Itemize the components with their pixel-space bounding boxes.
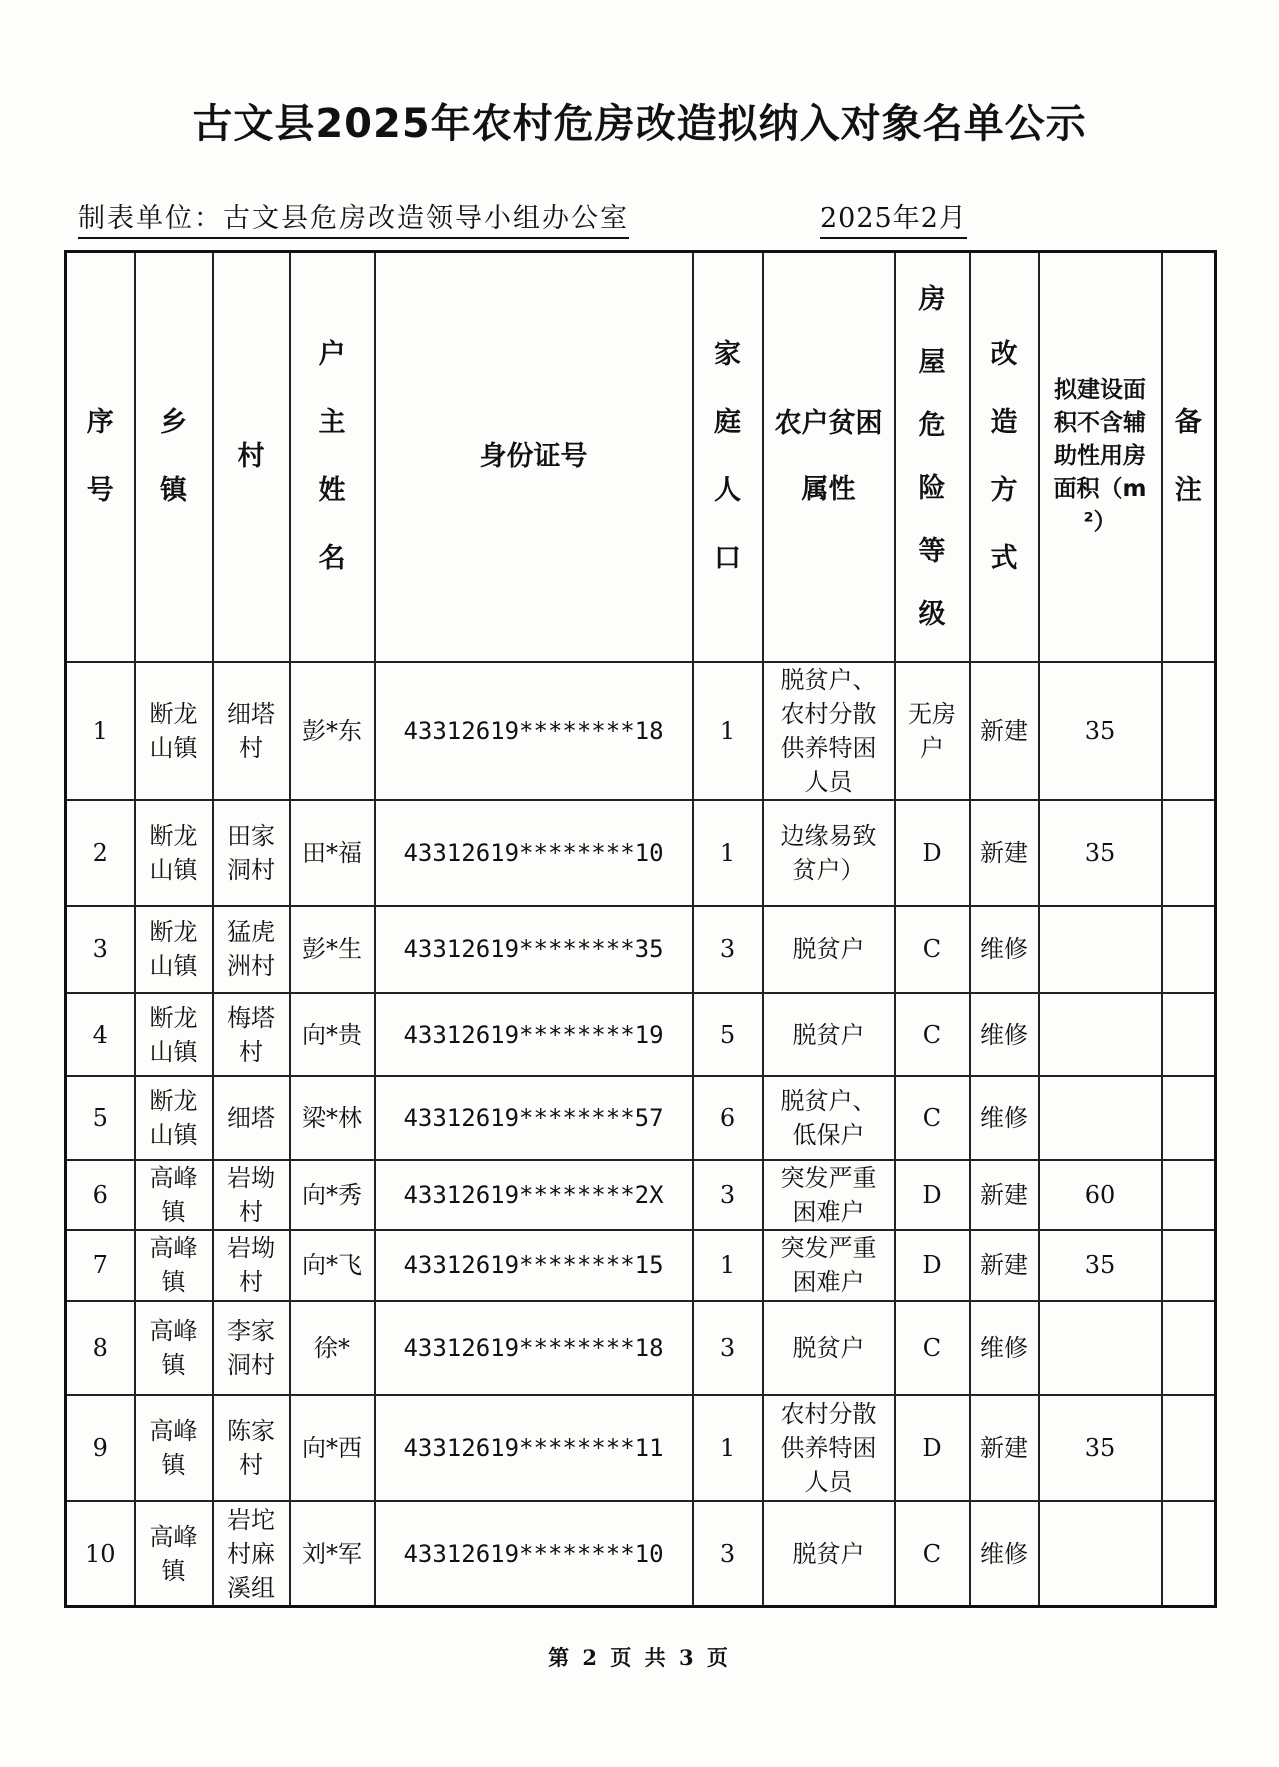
cell-town: 断龙山镇	[135, 993, 213, 1076]
cell-village: 梅塔村	[213, 993, 290, 1076]
header-owner: 户主姓名	[290, 252, 375, 662]
cell-poverty: 突发严重困难户	[763, 1230, 895, 1300]
cell-family: 3	[693, 906, 763, 993]
cell-owner: 梁*林	[290, 1076, 375, 1159]
cell-poverty: 脱贫户、低保户	[763, 1076, 895, 1159]
cell-family: 3	[693, 1501, 763, 1606]
table-row	[66, 1230, 1216, 1300]
cell-seq: 9	[66, 1395, 135, 1502]
cell-village: 李家洞村	[213, 1301, 290, 1395]
cell-remark	[1162, 1076, 1216, 1159]
cell-remark	[1162, 1501, 1216, 1606]
cell-town: 高峰镇	[135, 1160, 213, 1230]
cell-level: D	[895, 800, 970, 906]
cell-method: 新建	[970, 800, 1039, 906]
cell-seq: 1	[66, 662, 135, 801]
cell-remark	[1162, 800, 1216, 906]
cell-family: 1	[693, 1230, 763, 1300]
cell-seq: 8	[66, 1301, 135, 1395]
header-method: 改造方式	[970, 252, 1039, 662]
cell-area: 60	[1039, 1160, 1162, 1230]
cell-area	[1039, 1501, 1162, 1606]
cell-village: 岩坳村	[213, 1160, 290, 1230]
cell-area	[1039, 1301, 1162, 1395]
cell-seq: 2	[66, 800, 135, 906]
cell-owner: 向*飞	[290, 1230, 375, 1300]
header-id: 身份证号	[375, 252, 693, 662]
cell-id: 43312619********35	[375, 906, 693, 993]
cell-area: 35	[1039, 1230, 1162, 1300]
cell-remark	[1162, 993, 1216, 1076]
cell-owner: 刘*军	[290, 1501, 375, 1606]
cell-remark	[1162, 1395, 1216, 1502]
cell-poverty: 突发严重困难户	[763, 1160, 895, 1230]
cell-town: 断龙山镇	[135, 662, 213, 801]
table-row	[66, 906, 1216, 993]
header-area: 拟建设面积不含辅助性用房面积（m²）	[1039, 252, 1162, 662]
cell-method: 新建	[970, 1395, 1039, 1502]
cell-remark	[1162, 1301, 1216, 1395]
cell-seq: 3	[66, 906, 135, 993]
table-row	[66, 1160, 1216, 1230]
cell-id: 43312619********11	[375, 1395, 693, 1502]
cell-village: 陈家村	[213, 1395, 290, 1502]
header-family: 家庭人口	[693, 252, 763, 662]
page-title: 古文县2025年农村危房改造拟纳入对象名单公示	[192, 101, 1087, 147]
header-remark: 备注	[1162, 252, 1216, 662]
cell-remark	[1162, 1230, 1216, 1300]
cell-level: C	[895, 1301, 970, 1395]
cell-poverty: 农村分散供养特困人员	[763, 1395, 895, 1502]
cell-id: 43312619********57	[375, 1076, 693, 1159]
cell-village: 田家洞村	[213, 800, 290, 906]
cell-poverty: 脱贫户	[763, 1501, 895, 1606]
cell-level: D	[895, 1395, 970, 1502]
table-row	[66, 800, 1216, 906]
cell-seq: 10	[66, 1501, 135, 1606]
cell-owner: 向*秀	[290, 1160, 375, 1230]
cell-village: 岩坳村	[213, 1230, 290, 1300]
cell-owner: 向*贵	[290, 993, 375, 1076]
cell-level: D	[895, 1160, 970, 1230]
cell-level: 无房户	[895, 662, 970, 801]
header-town: 乡镇	[135, 252, 213, 662]
cell-poverty: 脱贫户、农村分散供养特困人员	[763, 662, 895, 801]
header-level: 房屋危险等级	[895, 252, 970, 662]
cell-id: 43312619********18	[375, 662, 693, 801]
cell-method: 维修	[970, 1501, 1039, 1606]
cell-area	[1039, 993, 1162, 1076]
cell-area	[1039, 906, 1162, 993]
cell-family: 1	[693, 1395, 763, 1502]
header-seq: 序号	[66, 252, 135, 662]
cell-method: 新建	[970, 662, 1039, 801]
cell-method: 维修	[970, 993, 1039, 1076]
table-row	[66, 1301, 1216, 1395]
cell-remark	[1162, 906, 1216, 993]
page-footer: 第 2 页 共 3 页	[548, 1645, 731, 1670]
cell-owner: 向*西	[290, 1395, 375, 1502]
cell-area: 35	[1039, 662, 1162, 801]
cell-level: C	[895, 1501, 970, 1606]
cell-seq: 6	[66, 1160, 135, 1230]
cell-owner: 彭*东	[290, 662, 375, 801]
cell-method: 维修	[970, 906, 1039, 993]
cell-poverty: 脱贫户	[763, 1301, 895, 1395]
cell-family: 1	[693, 662, 763, 801]
header-village: 村	[213, 252, 290, 662]
cell-owner: 徐*	[290, 1301, 375, 1395]
cell-level: C	[895, 1076, 970, 1159]
cell-method: 维修	[970, 1076, 1039, 1159]
cell-owner: 彭*生	[290, 906, 375, 993]
cell-id: 43312619********2X	[375, 1160, 693, 1230]
cell-level: D	[895, 1230, 970, 1300]
recipient-table	[64, 250, 1217, 1608]
document-date: 2025年2月	[820, 196, 967, 239]
header-row	[66, 252, 1216, 662]
cell-method: 新建	[970, 1160, 1039, 1230]
maker-unit: 制表单位：古文县危房改造领导小组办公室	[78, 196, 629, 239]
cell-village: 细塔村	[213, 662, 290, 801]
cell-id: 43312619********10	[375, 800, 693, 906]
cell-town: 高峰镇	[135, 1395, 213, 1502]
cell-owner: 田*福	[290, 800, 375, 906]
cell-town: 高峰镇	[135, 1230, 213, 1300]
header-poverty: 农户贫困属性	[763, 252, 895, 662]
cell-area: 35	[1039, 1395, 1162, 1502]
cell-village: 细塔	[213, 1076, 290, 1159]
cell-seq: 5	[66, 1076, 135, 1159]
table-row	[66, 1076, 1216, 1159]
cell-town: 断龙山镇	[135, 1076, 213, 1159]
cell-family: 3	[693, 1301, 763, 1395]
cell-seq: 4	[66, 993, 135, 1076]
table-row	[66, 662, 1216, 801]
cell-remark	[1162, 1160, 1216, 1230]
cell-family: 3	[693, 1160, 763, 1230]
cell-family: 5	[693, 993, 763, 1076]
cell-method: 维修	[970, 1301, 1039, 1395]
table-row	[66, 993, 1216, 1076]
table-row	[66, 1395, 1216, 1502]
cell-poverty: 脱贫户	[763, 993, 895, 1076]
cell-level: C	[895, 993, 970, 1076]
cell-seq: 7	[66, 1230, 135, 1300]
cell-method: 新建	[970, 1230, 1039, 1300]
cell-id: 43312619********19	[375, 993, 693, 1076]
cell-family: 1	[693, 800, 763, 906]
cell-town: 断龙山镇	[135, 906, 213, 993]
cell-family: 6	[693, 1076, 763, 1159]
cell-id: 43312619********10	[375, 1501, 693, 1606]
cell-id: 43312619********15	[375, 1230, 693, 1300]
cell-town: 高峰镇	[135, 1501, 213, 1606]
cell-town: 高峰镇	[135, 1301, 213, 1395]
cell-area	[1039, 1076, 1162, 1159]
cell-level: C	[895, 906, 970, 993]
cell-town: 断龙山镇	[135, 800, 213, 906]
cell-village: 猛虎洲村	[213, 906, 290, 993]
cell-remark	[1162, 662, 1216, 801]
cell-poverty: 边缘易致贫户）	[763, 800, 895, 906]
cell-id: 43312619********18	[375, 1301, 693, 1395]
table-row	[66, 1501, 1216, 1606]
cell-village: 岩坨村麻溪组	[213, 1501, 290, 1606]
cell-area: 35	[1039, 800, 1162, 906]
cell-poverty: 脱贫户	[763, 906, 895, 993]
